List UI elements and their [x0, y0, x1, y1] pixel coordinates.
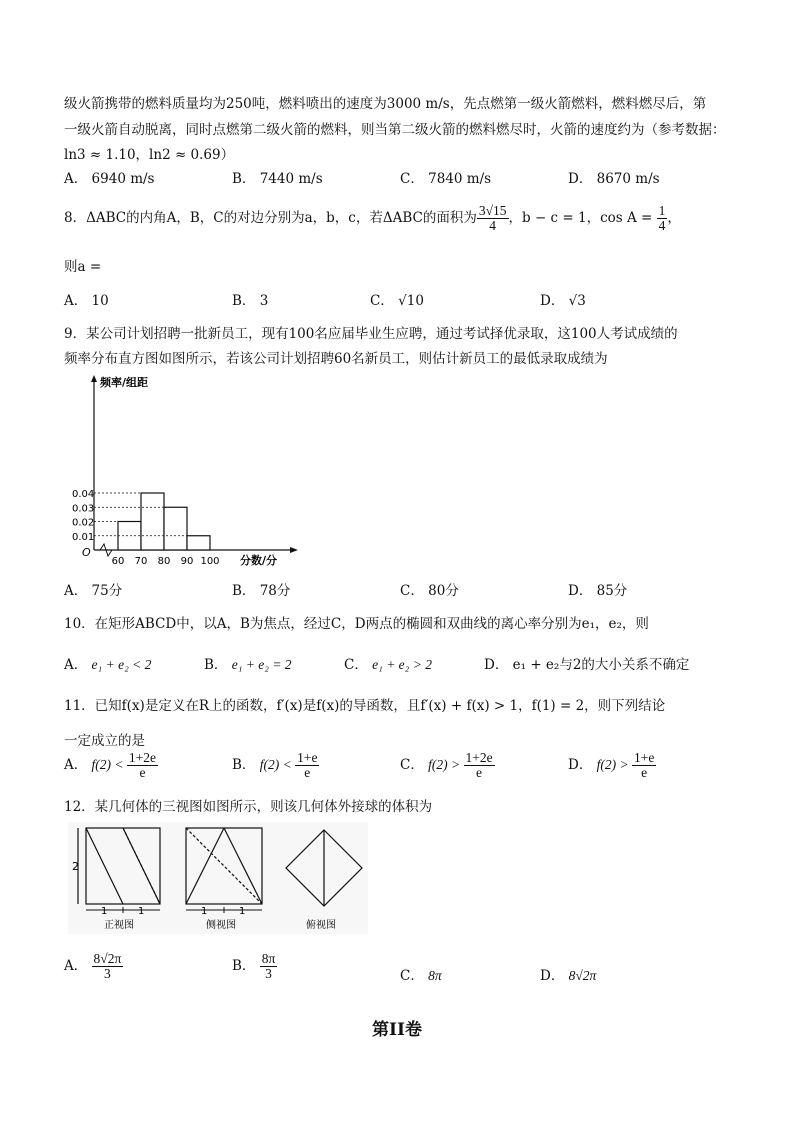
q12-line1: 12．某几何体的三视图如图所示，则该几何体外接球的体积为 — [64, 799, 433, 815]
q11-option-d[interactable]: D． f(2) > $\frac{1+e}{e}$ — [568, 750, 655, 781]
q7-text-line3: ln3 ≈ 1.10，ln2 ≈ 0.69） — [64, 147, 235, 163]
q8-stem: 8．ΔABC的内角A，B，C的对边分别为a，b，c，若ΔABC的面积为 $\frac{3√15}{4}$ ，b − c = 1，cos A = $\frac{1}{4}$ ， — [64, 203, 681, 234]
histogram-bar — [141, 493, 164, 550]
q7-option-a[interactable]: A． 6940 m/s — [64, 171, 155, 187]
q8-option-a[interactable]: A． 10 — [64, 293, 109, 309]
histogram-bars — [94, 493, 210, 550]
q8-cos-fraction: $\frac{1}{4}$ — [658, 203, 666, 234]
y-axis-arrow — [91, 375, 97, 382]
top-view-label: 俯视图 — [306, 920, 336, 931]
x-tick-label: 70 — [134, 556, 148, 567]
y-tick-label: 0.01 — [72, 531, 95, 543]
front-width-label-2: 1 — [138, 906, 145, 917]
side-width-label-2: 1 — [239, 906, 246, 917]
histogram-bar — [187, 536, 210, 550]
q7-text-line1: 级火箭携带的燃料质量均为250吨，燃料喷出的速度为3000 m/s，先点燃第一级火箭燃料，燃料燃尽后，第 — [64, 96, 707, 112]
q9-option-b[interactable]: B． 78分 — [232, 583, 291, 599]
x-axis-arrow — [290, 547, 298, 553]
x-tick-label: 90 — [180, 556, 194, 567]
front-width-label-1: 1 — [101, 906, 108, 917]
origin-label: O — [82, 546, 91, 559]
q8-option-b[interactable]: B． 3 — [232, 293, 269, 309]
q8-mid: ，b − c = 1，cos A = — [508, 210, 657, 227]
y-tick-label: 0.03 — [72, 503, 95, 515]
q12-option-c[interactable]: C． 8π — [400, 968, 442, 984]
three-view-drawing — [68, 822, 368, 934]
q9-option-d[interactable]: D． 85分 — [568, 583, 628, 599]
x-tick-label: 80 — [157, 556, 171, 567]
q7-option-d[interactable]: D． 8670 m/s — [568, 171, 660, 187]
q10-line1: 10．在矩形ABCD中，以A，B为焦点，经过C，D两点的椭圆和双曲线的离心率分别为e₁，e₂，则 — [64, 616, 649, 632]
q11-line1: 11．已知f(x)是定义在R上的函数，f′(x)是f(x)的导函数，且f′(x) + f(x) > 1，f(1) = 2，则下列结论 — [64, 698, 666, 714]
q7-option-b[interactable]: B． 7440 m/s — [232, 171, 323, 187]
side-width-label-1: 1 — [201, 906, 208, 917]
histogram-bar — [118, 522, 141, 551]
q12-option-b[interactable]: B． $\frac{8\pi}{3}$ — [232, 951, 276, 982]
q11-option-a[interactable]: A． f(2) < $\frac{1+2e}{e}$ — [64, 750, 157, 781]
x-tick-label: 100 — [200, 556, 220, 567]
q11-option-c[interactable]: C． f(2) > $\frac{1+2e}{e}$ — [400, 750, 493, 781]
q10-option-b[interactable]: B． e₁ + e₂ = 2 — [204, 657, 292, 673]
q9-line2: 频率分布直方图如图所示，若该公司计划招聘60名新员工，则估计新员工的最低录取成绩为 — [64, 351, 608, 367]
side-view-label: 侧视图 — [206, 920, 236, 931]
y-tick-label: 0.04 — [72, 489, 95, 500]
q8-option-d[interactable]: D． √3 — [540, 293, 586, 309]
q9-option-c[interactable]: C． 80分 — [400, 583, 459, 599]
q12-option-d[interactable]: D． 8√2π — [540, 968, 597, 984]
q11-option-b[interactable]: B． f(2) < $\frac{1+e}{e}$ — [232, 750, 318, 781]
histogram-bar — [164, 507, 187, 550]
front-view-label: 正视图 — [104, 920, 134, 931]
q10-option-a[interactable]: A． e₁ + e₂ < 2 — [64, 657, 152, 673]
q9-line1: 9．某公司计划招聘一批新员工，现有100名应届毕业生应聘，通过考试择优录取，这100人考试成绩的 — [64, 326, 678, 342]
y-tick-label: 0.02 — [72, 517, 95, 529]
height-label: 2 — [72, 860, 79, 873]
q7-option-c[interactable]: C． 7840 m/s — [400, 171, 492, 187]
x-axis-label: 分数/分 — [240, 554, 278, 567]
q8-option-c[interactable]: C． √10 — [370, 293, 424, 309]
frequency-histogram — [72, 372, 302, 568]
q10-option-d[interactable]: D． e₁ + e₂与2的大小关系不确定 — [484, 657, 690, 673]
q8-line2: 则a = — [64, 259, 102, 275]
y-axis-label: 频率/组距 — [100, 376, 149, 389]
q8-prefix: 8．ΔABC的内角A，B，C的对边分别为a，b，c，若ΔABC的面积为 — [64, 210, 477, 227]
section-title: 第II卷 — [372, 1020, 422, 1040]
x-tick-label: 60 — [111, 556, 125, 567]
q8-area-fraction: $\frac{3√15}{4}$ — [478, 203, 507, 234]
q10-option-c[interactable]: C． e₁ + e₂ > 2 — [344, 657, 432, 673]
q9-option-a[interactable]: A． 75分 — [64, 583, 123, 599]
q7-text-line2: 一级火箭自动脱离，同时点燃第二级火箭的燃料，则当第二级火箭的燃料燃尽时，火箭的速度约为（参考数据： — [64, 122, 726, 138]
q12-option-a[interactable]: A． $\frac{8√2\pi}{3}$ — [64, 951, 122, 982]
q11-line2: 一定成立的是 — [64, 733, 145, 749]
